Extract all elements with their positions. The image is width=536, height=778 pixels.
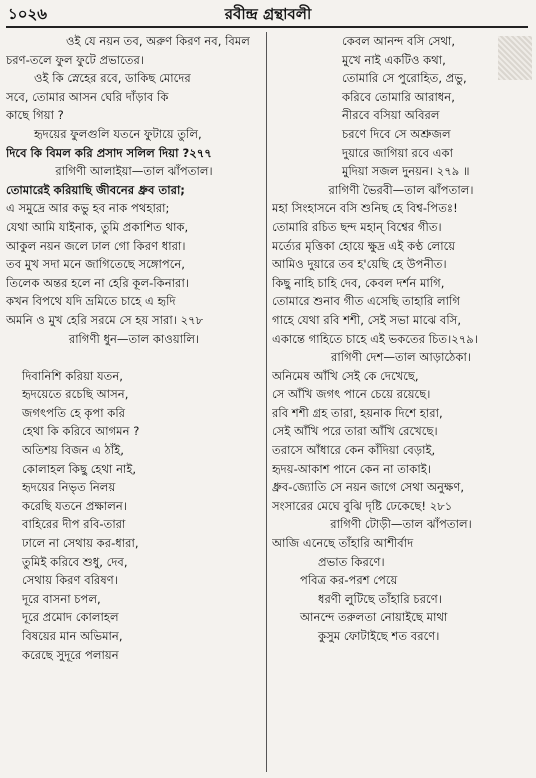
verse-line: করেছি যতনে প্রক্ষালন। — [22, 498, 127, 513]
verse-line: আনন্দে তরুলতা নোয়াইছে মাথা — [300, 610, 448, 625]
verse-line: সবে, তোমার আসন ঘেরি দাঁড়াব কি — [6, 89, 169, 104]
verse-line: গাহে যেথা রবি শশী, সেই সভা মাঝে বসি, — [272, 312, 462, 327]
verse-line: মহা সিংহাসনে বসি শুনিছ হে বিশ্ব-পিতঃ! — [272, 201, 458, 216]
verse-line: জগৎপতি হে কৃপা করি — [22, 405, 126, 420]
verse-line: মুখে নাই একটিও কথা, — [342, 52, 446, 67]
verse-line: তরাসে আঁধারে কেন কাঁদিয়া বেড়াই, — [272, 443, 436, 458]
verse-line: মর্ত্যের মৃত্তিকা হোয়ে ক্ষুদ্র এই কণ্ঠ লোয়ে — [272, 238, 456, 253]
verse-line: এ সমুদ্রে আর কভু হব নাক পথহারা; — [6, 201, 170, 216]
verse-line: কাছে গিয়া ? — [6, 108, 64, 123]
verse-line: তোমারি সে পুরোহিত, প্রভু, — [342, 71, 467, 86]
raga-heading: রাগিণী আলাইয়া—তাল ঝাঁপতাল। — [55, 164, 213, 179]
header-rule — [6, 26, 528, 28]
verse-line: অতিশয় বিজন এ ঠাঁই, — [22, 443, 124, 458]
verse-line: ধ্রুব-জ্যোতি সে নয়ন জাগে সেথা অনুক্ষণ, — [272, 480, 465, 495]
raga-heading: রাগিণী ধুন—তাল কাওয়ালি। — [68, 331, 200, 346]
verse-line: আমিও দুয়ারে তব হ'য়েছি হে উপনীত। — [272, 257, 447, 272]
blank-line — [6, 348, 262, 367]
verse-line: নীরবে বসিয়া অবিরল — [342, 108, 440, 123]
verse-line: কখন বিপথে যদি ভ্রমিতে চাহে এ হৃদি — [6, 294, 176, 309]
verse-line: তোমারি রচিত ছন্দ মহান্ বিশ্বের গীত। — [272, 219, 442, 234]
verse-line: অনিমেষ আঁখি সেই কে দেখেছে, — [272, 368, 419, 383]
verse-line: সংসারের মেঘে বুঝি দৃষ্টি ঢেকেছে! ২৮১ — [272, 498, 453, 513]
verse-line: অমনি ও মুখ হেরি সরমে সে হয় সারা। ২৭৮ — [6, 312, 204, 327]
verse-line: সেই আঁখি পরে তারা আঁখি রেখেছে। — [272, 424, 438, 439]
left-column — [6, 32, 262, 664]
verse-line: রবি শশী গ্রহ তারা, হয়নাক দিশে হারা, — [272, 405, 443, 420]
verse-line: হৃদয়-আকাশ পানে কেন না তাকাই। — [272, 461, 431, 476]
verse-line: তোমারেই করিয়াছি জীবনের ধ্রুব তারা; — [6, 182, 185, 197]
running-title: রবীন্দ্র গ্রন্থাবলী — [224, 5, 312, 23]
verse-line: হৃদয়েতে রচেছি আসন, — [22, 387, 129, 402]
verse-line: হেথা কি করিবে আগমন ? — [22, 424, 140, 439]
verse-line: করেছে সুদূরে পলায়ন — [22, 647, 119, 662]
verse-line: আকুল নয়ন জলে ঢাল গো কিরণ ধারা। — [6, 238, 186, 253]
verse-line: কোলাহল কিছু হেথা নাই, — [22, 461, 137, 476]
verse-line: তিলেক অন্তর হলে না হেরি কূল-কিনারা। — [6, 275, 189, 290]
verse-line: ওই যে নয়ন তব, অরুণ কিরণ নব, বিমল — [66, 34, 250, 48]
verse-line: তুমিই করিবে শুধু, দেব, — [22, 554, 128, 569]
verse-line: চরণ-তলে ফুল ফুটে প্রভাতের। — [6, 52, 144, 67]
verse-line: মুদিয়া সজল দুনয়ন। ২৭৯ ॥ — [342, 164, 470, 179]
verse-line: কিছু নাহি চাহি দেব, কেবল দর্শন মাগি, — [272, 275, 445, 290]
page-number: ১০২৬ — [8, 5, 47, 23]
verse-line: সে আঁখি জগৎ পানে চেয়ে রয়েছে। — [272, 387, 431, 402]
right-column — [272, 32, 530, 646]
verse-line: ধরণী লুটিছে তাঁহারি চরণে। — [318, 591, 442, 606]
raga-heading: রাগিণী টোড়ী—তাল ঝাঁপতাল। — [330, 517, 472, 532]
verse-line: আজি এনেছে তাঁহারি আশীর্বাদ — [272, 536, 414, 551]
verse-line: হৃদয়ের নিভৃত নিলয় — [22, 480, 116, 495]
raga-heading: রাগিণী ভৈরবী—তাল ঝাঁপতাল। — [328, 182, 474, 197]
verse-line: কেবল আনন্দ বসি সেথা, — [342, 34, 456, 48]
verse-line: দূরে প্রমোদ কোলাহল — [22, 610, 119, 625]
verse-line: দিবে কি বিমল করি প্রসাদ সলিল দিয়া ?২৭৭ — [6, 145, 212, 160]
raga-heading: রাগিণী দেশ—তাল আড়াঠেকা। — [331, 350, 471, 365]
verse-line: তোমারে শুনাব গীত এসেছি তাহারি লাগি — [272, 294, 460, 309]
verse-line: ঢালে না সেথায় কর-ধারা, — [22, 536, 139, 551]
page-header — [0, 0, 536, 26]
verse-line: বিষয়ের মান অভিমান, — [22, 629, 123, 643]
verse-line: হৃদয়ের ফুলগুলি যতনে ফুটায়ে তুলি, — [34, 126, 202, 141]
verse-line: কুসুম ফোটাইছে শত বরণে। — [318, 629, 440, 643]
verse-line: দুয়ারে জাগিয়া রবে একা — [342, 145, 453, 160]
verse-line: পবিত্র কর-পরশ পেয়ে — [300, 573, 398, 588]
verse-line: দূরে বাসনা চপল, — [22, 591, 101, 606]
verse-line: বাহিরের দীপ রবি-তারা — [22, 517, 126, 532]
verse-line: করিবে তোমারি আরাধন, — [342, 89, 455, 104]
verse-line: যেথা আমি যাইনাক, তুমি প্রকাশিত থাক, — [6, 219, 189, 234]
verse-line: প্রভাত কিরণে। — [318, 554, 385, 569]
column-divider — [266, 32, 267, 772]
verse-line: তব মুখ সদা মনে জাগিতেছে সঙ্গোপনে, — [6, 257, 185, 272]
verse-line: দিবানিশি করিয়া যতন, — [22, 368, 123, 383]
verse-line: চরণে দিবে সে অশ্রুজল — [342, 126, 451, 141]
verse-line: ওই কি স্নেহের রবে, ডাকিছ মোদের — [34, 71, 191, 86]
verse-line: সেথায় কিরণ বরিষণ। — [22, 573, 118, 588]
verse-line: একান্তে গাহিতে চাহে এই ভকতের চিত।২৭৯। — [272, 331, 478, 346]
